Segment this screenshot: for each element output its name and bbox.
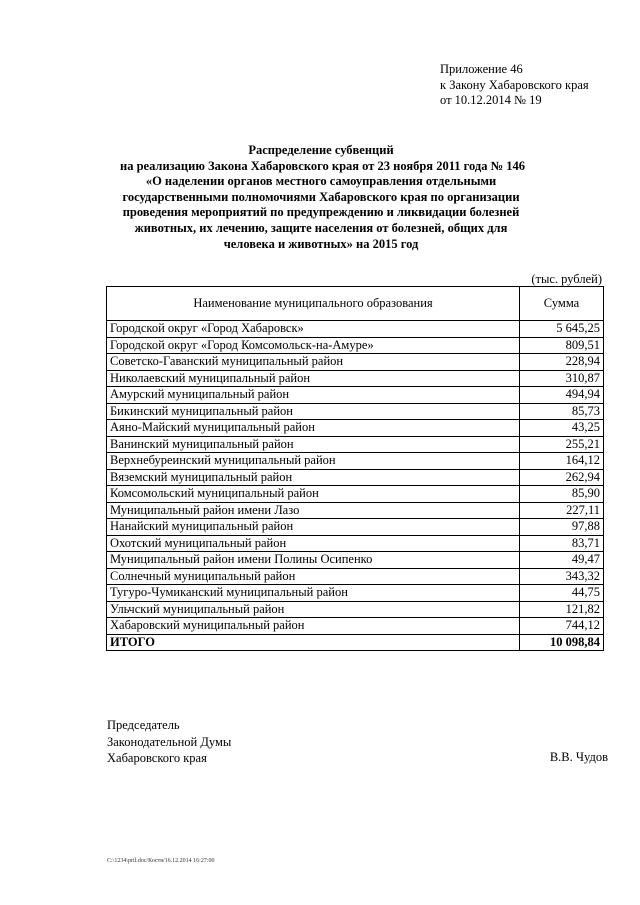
municipality-name: Хабаровский муниципальный район — [107, 618, 520, 635]
municipality-name: Тугуро-Чумиканский муниципальный район — [107, 585, 520, 602]
title-line: «О наделении органов местного самоуправления отдельными — [145, 174, 497, 189]
municipality-name: Ванинский муниципальный район — [107, 436, 520, 453]
municipality-name: Советско-Гаванский муниципальный район — [107, 354, 520, 371]
subsidy-sum: 43,25 — [520, 420, 604, 437]
table-row — [107, 469, 604, 486]
municipality-name: Комсомольский муниципальный район — [107, 486, 520, 503]
subsidy-table — [106, 286, 604, 651]
table-row — [107, 337, 604, 354]
subsidy-sum: 164,12 — [520, 453, 604, 470]
municipality-name: Городской округ «Город Комсомольск-на-Амуре» — [107, 337, 520, 354]
header-municipality: Наименование муниципального образования — [107, 287, 520, 321]
signer-title-line: Хабаровского края — [107, 751, 207, 765]
subsidy-sum: 343,32 — [520, 568, 604, 585]
municipality-name: Амурский муниципальный район — [107, 387, 520, 404]
signature-block — [107, 717, 231, 767]
subsidy-sum: 97,88 — [520, 519, 604, 536]
municipality-name: Верхнебуреинский муниципальный район — [107, 453, 520, 470]
total-label: ИТОГО — [107, 634, 520, 651]
appendix-date: от 10.12.2014 № 19 — [440, 93, 542, 107]
municipality-name: Николаевский муниципальный район — [107, 370, 520, 387]
municipality-name: Нанайский муниципальный район — [107, 519, 520, 536]
header-sum: Сумма — [520, 287, 604, 321]
table-row — [107, 420, 604, 437]
table-row — [107, 321, 604, 338]
subsidy-sum: 44,75 — [520, 585, 604, 602]
signer-title-line: Председатель — [107, 718, 180, 732]
table-row — [107, 568, 604, 585]
table-row — [107, 453, 604, 470]
subsidy-sum: 121,82 — [520, 601, 604, 618]
subsidy-sum: 83,71 — [520, 535, 604, 552]
total-row — [107, 634, 604, 651]
municipality-name: Ульчский муниципальный район — [107, 601, 520, 618]
municipality-name: Вяземский муниципальный район — [107, 469, 520, 486]
table-row — [107, 403, 604, 420]
municipality-name: Аяно-Майский муниципальный район — [107, 420, 520, 437]
table-row — [107, 486, 604, 503]
appendix-law-ref: к Закону Хабаровского края — [440, 77, 589, 92]
subsidy-sum: 85,90 — [520, 486, 604, 503]
table-row — [107, 354, 604, 371]
file-path-footer: C:\1234\pril.doc/Костя/16.12.2014 16:27:00 — [107, 858, 215, 864]
total-sum: 10 098,84 — [520, 634, 604, 651]
subsidy-sum: 255,21 — [520, 436, 604, 453]
subsidy-sum: 809,51 — [520, 337, 604, 354]
table-row — [107, 601, 604, 618]
appendix-note — [440, 62, 589, 109]
title-line: Распределение субвенций — [248, 143, 394, 157]
subsidy-sum: 228,94 — [520, 354, 604, 371]
title-line: государственными полномочиями Хабаровского края по организации — [122, 189, 520, 204]
title-line: на реализацию Закона Хабаровского края от 23 ноября 2011 года № 146 — [120, 158, 526, 173]
table-row — [107, 519, 604, 536]
title-line: человека и животных» на 2015 год — [223, 236, 419, 251]
table-row — [107, 618, 604, 635]
table-row — [107, 387, 604, 404]
municipality-name: Городской округ «Город Хабаровск» — [107, 321, 520, 338]
municipality-name: Муниципальный район имени Полины Осипенко — [107, 552, 520, 569]
table-row — [107, 436, 604, 453]
table-header-row — [107, 287, 604, 321]
table-row — [107, 502, 604, 519]
subsidy-sum: 310,87 — [520, 370, 604, 387]
table-row — [107, 585, 604, 602]
municipality-name: Солнечный муниципальный район — [107, 568, 520, 585]
signer-title-line: Законодательной Думы — [107, 734, 232, 749]
table-row — [107, 370, 604, 387]
municipality-name: Муниципальный район имени Лазо — [107, 502, 520, 519]
subsidy-sum: 494,94 — [520, 387, 604, 404]
title-line: проведения мероприятий по предупреждению и ликвидации болезней — [122, 205, 520, 220]
subsidy-sum: 262,94 — [520, 469, 604, 486]
subsidy-sum: 49,47 — [520, 552, 604, 569]
municipality-name: Охотский муниципальный район — [107, 535, 520, 552]
subsidy-sum: 85,73 — [520, 403, 604, 420]
signer-name: В.В. Чудов — [549, 750, 608, 764]
table-row — [107, 535, 604, 552]
subsidy-sum: 227,11 — [520, 502, 604, 519]
appendix-number: Приложение 46 — [440, 62, 523, 76]
municipality-name: Бикинский муниципальный район — [107, 403, 520, 420]
subsidy-sum: 5 645,25 — [520, 321, 604, 338]
title-line: животных, их лечению, защите населения от болезней, общих для — [134, 220, 508, 235]
document-title — [120, 143, 526, 252]
subsidy-sum: 744,12 — [520, 618, 604, 635]
table-row — [107, 552, 604, 569]
units-label: (тыс. рублей) — [531, 272, 602, 286]
